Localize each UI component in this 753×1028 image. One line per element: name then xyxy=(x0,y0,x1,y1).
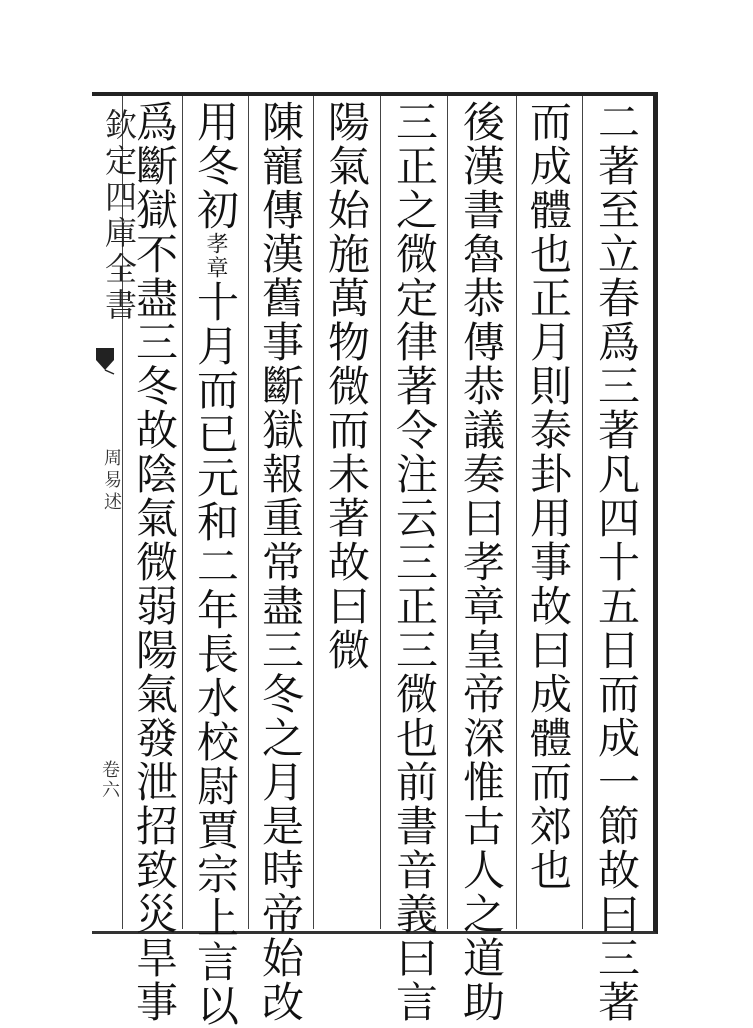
text-segment: 十月而已元和二年長水校尉賈宗上言以 xyxy=(191,280,240,1028)
margin-page-number: 卷六 xyxy=(99,760,120,800)
text-column: 陽氣始施萬物微而未著故曰微 xyxy=(322,100,371,672)
column-rule xyxy=(248,96,249,929)
text-column xyxy=(189,100,241,1028)
fish-tail-icon xyxy=(94,346,116,376)
column-rule xyxy=(313,96,314,929)
column-rule xyxy=(182,96,183,929)
column-rule xyxy=(582,96,583,929)
column-rule xyxy=(516,96,517,929)
text-column: 而成體也正月則泰卦用事故曰成體而郊也 xyxy=(524,100,573,892)
column-rule xyxy=(380,96,381,929)
margin-book-title: 欽定四庫全書 xyxy=(100,108,138,324)
text-column: 陳寵傳漢舊事斷獄報重常盡三冬之月是時帝始改 xyxy=(256,100,305,1024)
text-column: 二著至立春爲三著凡四十五日而成一節故曰三著 xyxy=(592,100,641,1024)
text-column: 三正之微定律著令注云三正三微也前書音義曰言 xyxy=(390,100,439,1024)
margin-volume-title: 周易述 xyxy=(101,448,122,514)
text-column: 爲斷獄不盡三冬故陰氣微弱陽氣發泄招致災旱事 xyxy=(130,100,179,1024)
annotation-note: 孝章 xyxy=(203,232,228,280)
column-rule xyxy=(447,96,448,929)
text-segment: 用冬初 xyxy=(191,100,240,232)
text-column: 後漢書魯恭傳恭議奏曰孝章皇帝深惟古人之道助 xyxy=(457,100,506,1024)
